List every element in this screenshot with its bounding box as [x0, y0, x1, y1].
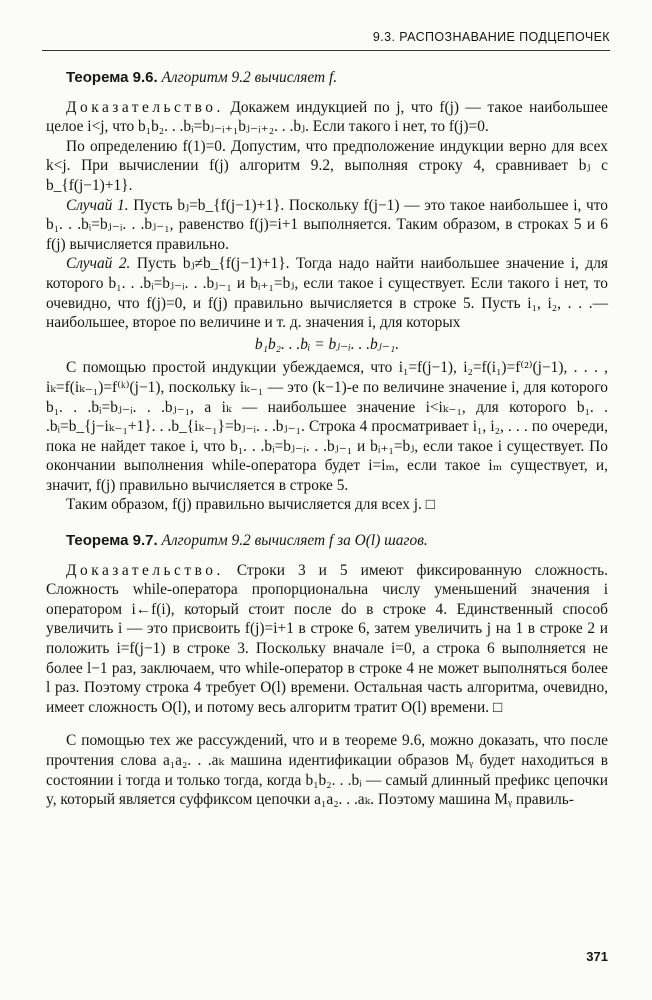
proof-paragraph	[46, 98, 608, 137]
theorem-statement: Алгоритм 9.2 вычисляет f за O(l) шагов.	[161, 532, 428, 550]
induction-paragraph: По определению f(1)=0. Допустим, что предположение индукции верно для всех k<j. При вычислении f(j) алгоритм 9.2, выполняя строку 4, сравнивает bⱼ с b_{f(j−1)+1}.	[46, 137, 608, 194]
theorem-title: Теорема 9.7.	[66, 532, 158, 550]
theorem-statement: Алгоритм 9.2 вычисляет f.	[161, 69, 338, 86]
proof-label: Доказательство.	[66, 98, 224, 116]
theorem-9-7	[66, 531, 608, 551]
induction-detail-paragraph: С помощью простой индукции убеждаемся, что i₁=f(j−1), i₂=f(i₁)=f⁽²⁾(j−1), . . . , iₖ=f(iₖ₋₁)=f⁽ᵏ⁾(j−1), поскольку iₖ₋₁ — это (k−1)-е по величине значение i, для которого b₁. . .bᵢ=bⱼ₋ᵢ. . .bⱼ₋₁, а iₖ — наибольшее значение i<iₖ₋₁, для которого b₁. . .bᵢ=b_{j−iₖ₋₁+1}. . .b_{iₖ₋₁}=bⱼ₋ᵢ. . .bⱼ₋₁. Строка 4 просматривает i₁, i₂, . . . по очереди, пока не найдет такое i, что b₁. . .bᵢ=bⱼ₋ᵢ. . .bⱼ₋₁ и bᵢ₊₁=bⱼ, если такое i существует. По окончании выполнения while-оператора будет i=iₘ, если такое iₘ существует, и, значит, f(j) правильно вычисляется в строке 5.	[46, 359, 608, 494]
page-number: 371	[586, 949, 608, 964]
case-label: Случай 1.	[66, 196, 129, 214]
case-2-paragraph	[46, 254, 608, 332]
case-1-paragraph	[46, 196, 608, 255]
case-text: Пусть bⱼ≠b_{f(j−1)+1}. Тогда надо найти наибольшее значение i, для которого b₁. . .bᵢ=bⱼ₋ᵢ. . .bⱼ₋₁ и bᵢ₊₁=bⱼ, если такое i существует. Если такого i нет, то очевидно, что f(j)=0, и f(j) правильно вычисляется в строке 5. Пусть i₁, i₂, . . .— наибольшее, второе по величине и т. д. значения i, для которых	[46, 255, 608, 332]
theorem-title: Теорема 9.6.	[66, 69, 158, 86]
proof-label: Доказательство.	[66, 561, 224, 579]
header-rule	[42, 50, 610, 51]
proof-conclusion: Таким образом, f(j) правильно вычисляется для всех j. □	[66, 496, 436, 514]
proof-text: Докажем индукцией по j, что f(j) — такое наибольшее целое i<j, что b₁b₂. . .bᵢ=bⱼ₋ᵢ₊₁bⱼ₋ᵢ₊₂. . .bⱼ. Если такого i нет, то f(j)=0.	[46, 98, 608, 136]
closing-paragraph: С помощью тех же рассуждений, что и в теореме 9.6, можно доказать, что после прочтения слова a₁a₂. . .aₖ машина идентификации образов Mᵧ будет находиться в состоянии i тогда и только тогда, когда b₁b₂. . .bᵢ — самый длинный префикс цепочки y, который является суффиксом цепочки a₁a₂. . .aₖ. Поэтому машина Mᵧ правиль-	[46, 732, 608, 809]
spacer	[46, 717, 608, 731]
spacer	[46, 515, 608, 527]
case-text: Пусть bⱼ=b_{f(j−1)+1}. Поскольку f(j−1) — это такое наибольшее i, что b₁. . .bᵢ=bⱼ₋ᵢ. . .bⱼ₋₁, равенство f(j)=i+1 выполняется. Таким образом, в строках 5 и 6 f(j) вычисляется правильно.	[46, 196, 608, 253]
theorem-9-6	[66, 68, 608, 88]
running-head: 9.3. РАСПОЗНАВАНИЕ ПОДЦЕПОЧЕК	[372, 30, 610, 44]
case-label: Случай 2.	[66, 255, 131, 273]
proof-text: Строки 3 и 5 имеют фиксированную сложность. Сложность while-оператора пропорциональна числу уменьшений значения i оператором i←f(i), который стоит после do в строке 4. Единственный способ увеличить i — это присвоить f(j)=i+1 в строке 6, затем увеличить j на 1 в строке 2 и положить i=f(j−1) в строке 3. Поскольку вначале i=0, а строка 6 выполняется не более l−1 раз, заключаем, что while-оператор в строке 4 не может выполняться более l раз. Поэтому строка 4 требует O(l) времени. Остальная часть алгоритма, очевидно, имеет сложность O(l), и потому весь алгоритм тратит O(l) времени. □	[46, 561, 609, 716]
proof-paragraph	[46, 561, 608, 718]
page-body	[46, 64, 608, 810]
display-formula: b₁b₂. . .bᵢ = bⱼ₋ᵢ. . .bⱼ₋₁.	[254, 335, 400, 353]
